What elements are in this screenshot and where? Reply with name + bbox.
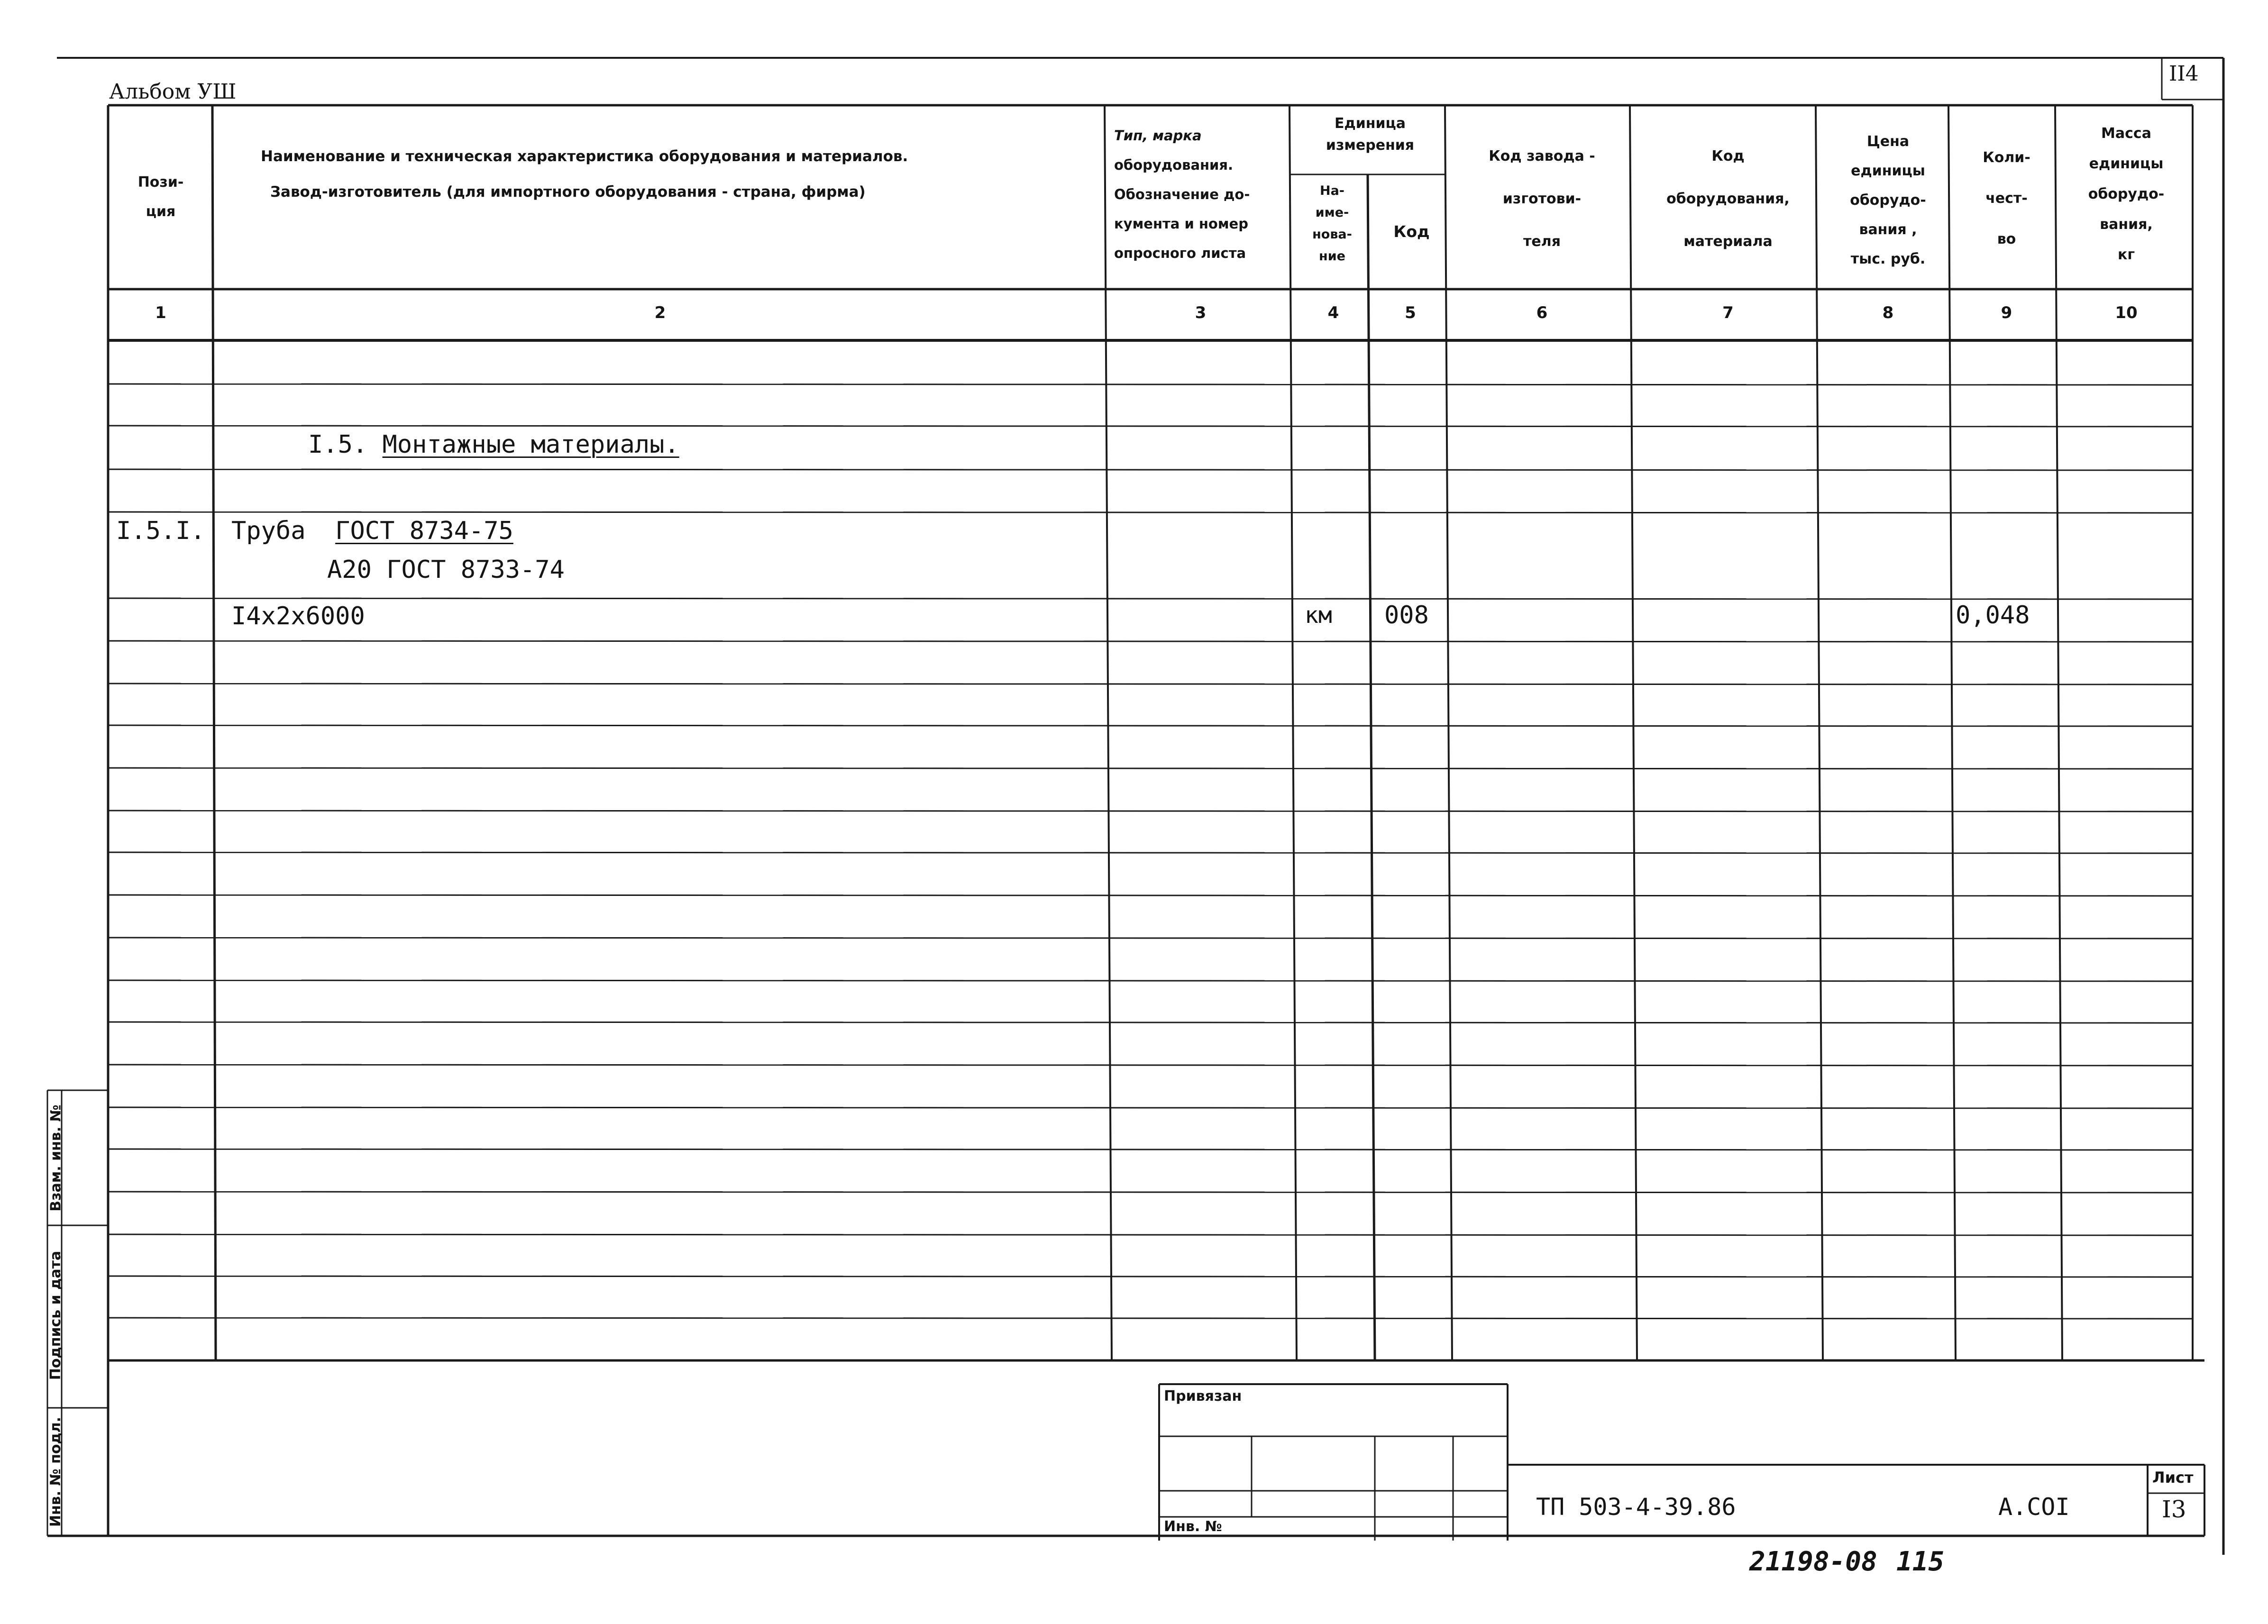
inv-number-label: Инв. № bbox=[1164, 1518, 1222, 1535]
col-header-7-line1: Код bbox=[1711, 148, 1745, 164]
col-number-1: 1 bbox=[155, 303, 166, 322]
col-header-9-line1: Коли- bbox=[1983, 149, 2030, 166]
col-number-8: 8 bbox=[1882, 303, 1894, 322]
col-header-9-line2: чест- bbox=[1985, 190, 2028, 207]
col-header-3-line2: оборудования. bbox=[1114, 157, 1234, 173]
col-header-4-line2: име- bbox=[1315, 205, 1349, 220]
item-name-line2: А20 ГОСТ 8733-74 bbox=[327, 556, 565, 584]
col-header-2-line2: Завод-изготовитель (для импортного оборудования - страна, фирма) bbox=[270, 183, 866, 201]
col-header-7-line3: материала bbox=[1683, 233, 1773, 250]
col-header-8-line3: оборудо- bbox=[1850, 192, 1926, 209]
col-number-2: 2 bbox=[654, 303, 666, 322]
album-label: Альбом УШ bbox=[109, 80, 237, 104]
col-header-9-line3: во bbox=[1997, 231, 2016, 247]
sheet-number-top: II4 bbox=[2169, 62, 2199, 86]
unit-group-line2: измерения bbox=[1326, 137, 1415, 154]
col-number-3: 3 bbox=[1195, 303, 1207, 322]
col-header-6 bbox=[1451, 135, 1633, 263]
handwritten-page-number: 115 bbox=[1896, 1546, 1945, 1577]
handwritten-archive-number: 21198-08 bbox=[1749, 1546, 1877, 1577]
privyazan-label: Привязан bbox=[1164, 1388, 1242, 1405]
item-name-line1 bbox=[231, 517, 513, 545]
col-number-10: 10 bbox=[2115, 303, 2138, 322]
col-number-6: 6 bbox=[1536, 303, 1548, 322]
list-number: I3 bbox=[2162, 1496, 2186, 1523]
section-number: I.5. bbox=[308, 430, 368, 459]
col-header-2 bbox=[216, 133, 1105, 204]
col-header-1 bbox=[108, 105, 213, 289]
item-gost-1: ГОСТ 8734-75 bbox=[335, 517, 513, 545]
item-position: I.5.I. bbox=[116, 517, 205, 545]
col-header-6-line2: изготови- bbox=[1502, 191, 1582, 207]
col-number-5: 5 bbox=[1405, 303, 1416, 322]
unit-group-header bbox=[1294, 113, 1446, 156]
sheet-code: А.СОI bbox=[1998, 1493, 2070, 1521]
col-header-8-line1: Цена bbox=[1866, 133, 1910, 150]
col-header-7 bbox=[1636, 135, 1820, 263]
col-header-3 bbox=[1114, 121, 1289, 268]
col-header-4 bbox=[1294, 180, 1370, 267]
item-unit-code: 008 bbox=[1384, 601, 1429, 630]
document-code: ТП 503-4-39.86 bbox=[1536, 1493, 1736, 1521]
col-header-4-line4: ние bbox=[1319, 249, 1345, 264]
col-header-6-line1: Код завода - bbox=[1489, 148, 1595, 164]
col-number-9: 9 bbox=[2001, 303, 2012, 322]
item-unit: км bbox=[1305, 602, 1332, 629]
col-header-10 bbox=[2060, 119, 2193, 270]
col-header-5-line1: Код bbox=[1393, 222, 1430, 241]
col-header-10-line3: оборудо- bbox=[2088, 186, 2165, 202]
list-label: Лист bbox=[2152, 1469, 2194, 1487]
col-header-9 bbox=[1953, 137, 2060, 260]
col-header-4-line3: нова- bbox=[1312, 227, 1352, 242]
col-header-1-line2: ция bbox=[146, 203, 176, 220]
col-header-3-line4: кумента и номер bbox=[1114, 216, 1248, 232]
stamp-vzam-inv: Взам. инв. № bbox=[47, 1104, 64, 1212]
col-header-3-line1: Тип, марка bbox=[1114, 128, 1202, 144]
col-header-10-line4: вания, bbox=[2100, 216, 2153, 233]
item-name: Труба bbox=[231, 517, 306, 545]
unit-group-line1: Единица bbox=[1335, 115, 1406, 132]
col-header-4-line1: На- bbox=[1319, 183, 1345, 198]
stamp-podpis-data: Подпись и дата bbox=[47, 1250, 64, 1380]
col-header-5 bbox=[1375, 174, 1448, 289]
col-header-10-line2: единицы bbox=[2089, 155, 2164, 172]
stamp-inv-podl: Инв. № подл. bbox=[47, 1416, 64, 1527]
col-header-6-line3: теля bbox=[1523, 233, 1561, 250]
col-header-8-line5: тыс. руб. bbox=[1850, 251, 1926, 267]
col-header-7-line2: оборудования, bbox=[1666, 191, 1790, 207]
col-header-8 bbox=[1823, 127, 1953, 274]
col-header-8-line2: единицы bbox=[1851, 163, 1925, 179]
col-header-2-line1: Наименование и техническая характеристика оборудования и материалов. bbox=[261, 148, 908, 165]
col-number-7: 7 bbox=[1722, 303, 1734, 322]
item-quantity: 0,048 bbox=[1956, 601, 2030, 630]
col-header-10-line5: кг bbox=[2117, 246, 2135, 263]
section-title bbox=[308, 430, 679, 459]
col-header-3-line3: Обозначение до- bbox=[1114, 186, 1250, 202]
col-header-1-line1: Пози- bbox=[137, 174, 184, 191]
section-name: Монтажные материалы. bbox=[382, 430, 679, 459]
col-header-8-line4: вания , bbox=[1859, 221, 1917, 238]
item-size: I4x2x6000 bbox=[231, 602, 365, 630]
col-number-4: 4 bbox=[1327, 303, 1339, 322]
col-header-10-line1: Масса bbox=[2101, 125, 2151, 142]
col-header-3-line5: опросного листа bbox=[1114, 245, 1246, 261]
